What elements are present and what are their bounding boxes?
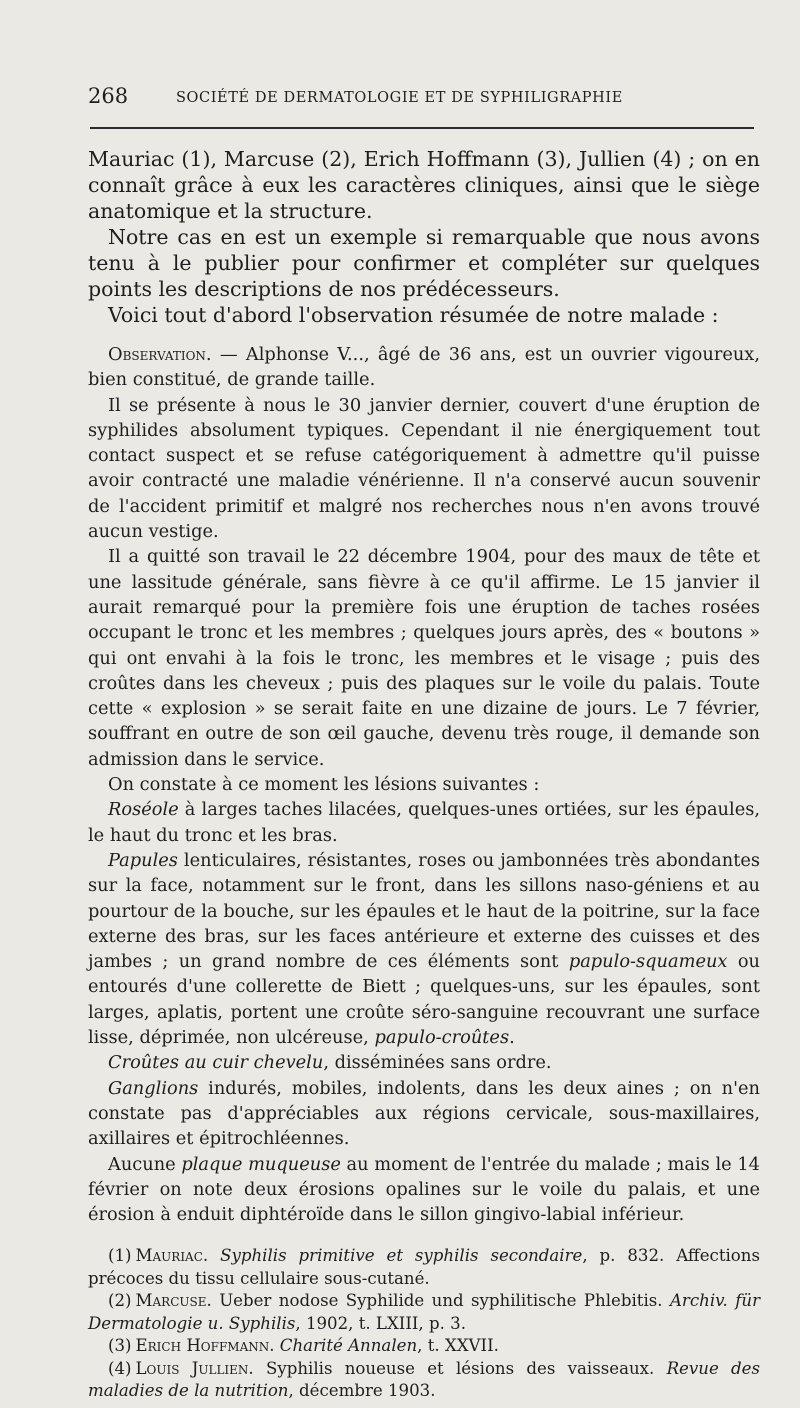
footnote-text: , t. XXVII. [417,1336,499,1356]
footnote-text: , 1902, t. LXIII, p. 3. [295,1313,466,1333]
lesion-text: indurés, mobiles, indolents, dans les deux aines ; on n'en constate pas d'appréciables aux régions cervicale, sous-maxillaires, axillaires et épitrochléennes. [88,1077,760,1150]
footnote-number: (2) [108,1291,132,1311]
footnote-text: , p. 832. Affections précoces du tissu cellulaire sous-cutané. [88,1246,760,1288]
lesion-label: Papules [108,849,178,871]
footnote [88,1335,760,1358]
footnote [88,1290,760,1335]
lesion-text: Aucune [108,1153,182,1175]
lesion-term: plaque muqueuse [181,1153,341,1175]
intro-paragraph: Voici tout d'abord l'observation résumée de notre malade : [108,303,719,327]
lesion-label: Ganglions [108,1077,199,1099]
lesion-text: . [509,1027,515,1049]
footnote-author: Mauriac. [135,1246,209,1266]
lesion-text: à larges taches lilacées, quelques-unes ortiées, sur les épaules, le haut du tronc et les bras. [88,799,760,846]
lesion-roseole [88,797,760,848]
observation-paragraph: On constate à ce moment les lésions suivantes : [108,774,540,796]
observation-paragraph: Il se présente à nous le 30 janvier dernier, couvert d'une éruption de syphilides absolument typiques. Cependant il nie énergiquement tout contact suspect et se refuse catégoriquement à admettre qu'il puisse avoir contracté une maladie vénérienne. Il n'a conservé aucun souvenir de l'accident primitif et malgré nos recherches nous n'en avons trouvé aucun vestige. [88,394,760,543]
intro-paragraph: Mauriac (1), Marcuse (2), Erich Hoffmann (3), Jullien (4) ; on en connaît grâce à eux les caractères cliniques, ainsi que le siège anatomique et la structure. [88,147,760,223]
lesion-text: lenticulaires, résistantes, roses ou jambonnées très abondantes sur la face, notamment sur le front, dans les sillons naso-géniens et au pourtour de la bouche, sur les épaules et le haut de la poitrine, sur la face externe des bras, sur les faces antérieure et externe des cuisses et des jambes ; un grand nombre de ces éléments sont [88,849,760,973]
footnote-number: (3) [108,1336,132,1356]
footnote-author: Erich Hoffmann. [135,1336,275,1356]
footnote-text: , décembre 1903. [288,1381,436,1401]
lesion-text: au moment de l'entrée du malade ; mais le 14 février on note deux érosions opalines sur le voile du palais, et une érosion à enduit diphtéroïde dans le sillon gingivo-labial inférieur. [88,1153,760,1226]
footnote [88,1358,760,1403]
footnote-title: Revue des maladies de la nutrition [88,1358,760,1401]
footnote-text: Ueber nodose Syphilide und syphilitische Phlebitis. [219,1291,670,1311]
lesion-text: ou entourés d'une collerette de Biett ; quelques-uns, sur les épaules, sont larges, aplatis, portent une croûte séro-sanguine recouvrant une surface lisse, déprimée, non ulcéreuse, [88,951,761,1049]
lesion-text: , disséminées sans ordre. [323,1052,552,1074]
page-number: 268 [88,84,129,108]
running-head: SOCIÉTÉ DE DERMATOLOGIE ET DE SYPHILIGRAPHIE [176,90,623,106]
lesion-papules [88,848,760,1050]
footnote-title: Archiv. für Dermatologie u. Syphilis [88,1291,761,1333]
footnote [88,1245,760,1290]
lesion-label: Roséole [108,799,179,821]
footnote-number: (1) [108,1246,132,1266]
intro-paragraph: Notre cas en est un exemple si remarquable que nous avons tenu à le publier pour confirmer et compléter sur quelques points les descriptions de nos prédécesseurs. [88,225,760,301]
lesion-term: papulo-croûtes [374,1027,510,1049]
footnote-author: Marcuse. [135,1291,212,1311]
lesion-label: Croûtes au cuir chevelu [108,1052,324,1074]
footnote-text: Syphilis noueuse et lésions des vaisseaux. [265,1358,667,1378]
observation-heading: Observation. [108,344,212,365]
lesion-croutes [88,1050,760,1075]
observation-paragraph: Il a quitté son travail le 22 décembre 1904, pour des maux de tête et une lassitude générale, sans fièvre à ce qu'il affirme. Le 15 janvier il aurait remarqué pour la première fois une éruption de taches rosées occupant le tronc et les membres ; quelques jours après, des « boutons » qui ont envahi à la fois le tronc, les membres et le visage ; puis des croûtes dans les cheveux ; puis des plaques sur le voile du palais. Toute cette « explosion » se serait faite en une dizaine de jours. Le 7 février, souffrant en outre de son œil gauche, devenu très rouge, il demande son admission dans le service. [88,546,760,770]
body-text [88,146,760,1403]
lesion-plaque [88,1152,760,1228]
lesion-term: papulo-squameux [568,951,728,973]
footnote-title: Charité Annalen [279,1336,418,1356]
header-rule [90,127,754,129]
page-header [88,84,760,118]
observation-section [88,342,760,1227]
footnote-title: Syphilis primitive et syphilis secondaire [220,1246,583,1266]
footnotes [88,1245,760,1403]
footnote-number: (4) [108,1358,132,1378]
observation-text: — Alphonse V..., âgé de 36 ans, est un ouvrier vigoureux, bien constitué, de grande taille. [88,344,760,391]
lesion-ganglions [88,1076,760,1152]
observation-paragraph [88,342,760,393]
intro-section [88,146,760,328]
footnote-author: Louis Jullien. [135,1358,254,1378]
